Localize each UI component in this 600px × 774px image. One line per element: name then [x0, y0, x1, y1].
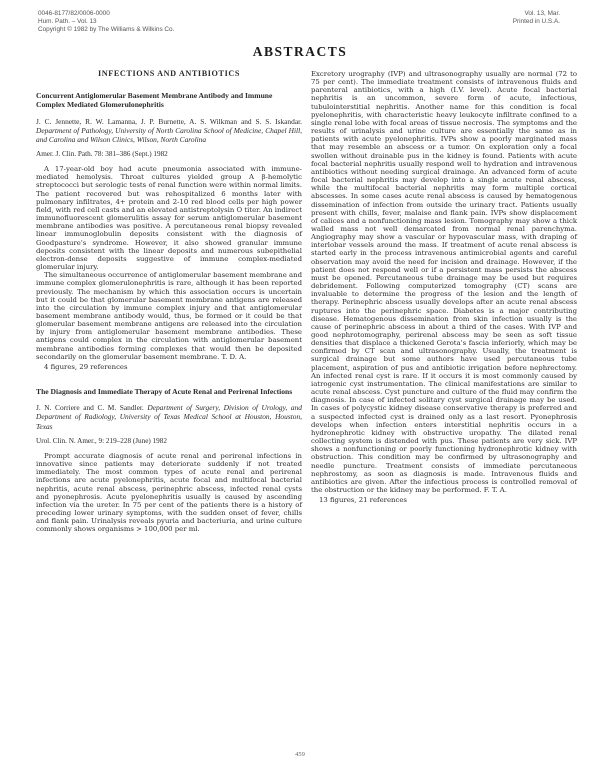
author-names: J. C. Jennette, R. W. Lamanna, J. P. Burnette, A. S. Wilkman and S. S. Iskandar.: [36, 116, 302, 126]
abstract-paragraph: A 17-year-old boy had acute pneumonia associated with immune-mediated hemolysis. Throat cultures yielded group A β-hemolytic streptococci but serologic tests of renal function were within normal limits. The patient recovered but was rehospitalized 6 months later with pulmonary infiltrates, 4+ protein and 2-10 red blood cells per high power field, with red cell casts and an elevated antistreptolysin O titer. An indirect immunofluorescent glomerulitis assay for serum antiglomerular basement membrane antibodies was positive. A percutaneous renal biopsy revealed linear immunoglobulin deposits consistent with the diagnosis of Goodpasture's syndrome. However, it also showed granular immune deposits consistent with the linear deposits and numerous subepithelial electron-dense deposits suggestive of immune complex-mediated glomerular injury.: [36, 165, 302, 272]
left-column: [36, 70, 302, 533]
article-1: [36, 91, 302, 371]
header-line: Printed in U.S.A.: [512, 18, 560, 25]
article-references: 4 figures, 29 references: [44, 362, 128, 371]
article-title: The Diagnosis and Immediate Therapy of Acute Renal and Perirenal Infections: [36, 387, 293, 397]
author-names: J. N. Corriere and C. M. Sandler.: [36, 403, 144, 413]
abstract-paragraph: The simultaneous occurrence of antiglomerular basement membrane and immune complex glomerulonephritis is rare, although it has been reported previously. The mechanism by which this association occurs is uncertain but it could be that glomerular basement membrane antigens are released into the circulation by immune complex injury and that antiglomerular basement membrane antibody would, thus, be formed or it could be that glomerular basement membrane antigens are released into the circulation by injury from antiglomerular basement membrane antibodies. These antigens could complex in the circulation with antiglomerular basement membrane antibodies forming complexes that would then be deposited secondarily on the glomerular basement membrane. T. D. A.: [36, 271, 302, 361]
article-references: 13 figures, 21 references: [319, 496, 407, 505]
article-2: [36, 387, 302, 533]
article-authors: [36, 117, 302, 145]
article-authors: [36, 403, 302, 431]
right-column: [311, 70, 577, 504]
author-affiliation: Department of Pathology, University of North Carolina School of Medicine, Chapel Hill, and Carolina and Wilson Clinics, Wilson, North Carolina: [36, 125, 302, 144]
journal-header-left: [38, 10, 174, 34]
header-line: Hum. Path. – Vol. 13: [38, 18, 97, 25]
article-title: Concurrent Antiglomerular Basement Membrane Antibody and Immune Complex Mediated Glomerulonephritis: [36, 91, 273, 110]
author-affiliation: Department of Surgery, Division of Urology, and Department of Radiology, University of Texas Medical School at Houston, Houston, Texas: [36, 403, 302, 431]
article-citation: Urol. Clin. N. Amer., 9: 219–228 (June) 1982: [36, 436, 167, 445]
page-title: ABSTRACTS: [252, 44, 348, 59]
header-line: 0046-8177/82/0006-0000: [38, 10, 110, 17]
journal-header-right: [513, 10, 560, 26]
header-line: Vol. 13, Mar.: [524, 10, 560, 17]
page-number: 459: [295, 751, 305, 758]
article-citation: Amer. J. Clin. Path. 78: 381–386 (Sept.) 1982: [36, 150, 168, 159]
abstract-paragraph: Prompt accurate diagnosis of acute renal and perirenal infections in innovative since patients may deteriorate suddenly if not treated immediately. The most common types of acute renal and perirenal infections are acute pyelonephritis, acute focal and multifocal bacterial nephritis, acute renal abscess, perinephric abscess, infected renal cysts and pyonephrosis. Acute pyelonephritis usually is caused by ascending infection via the ureter. In 75 per cent of the patients there is a history of preceding lower urinary symptoms, with the sudden onset of fever, chills and flank pain. Urinalysis reveals pyuria and bacteriuria, and urine culture commonly shows organisms > 100,000 per ml.: [36, 451, 302, 534]
abstract-paragraph: Excretory urography (IVP) and ultrasonography usually are normal (72 to 75 per cent). The immediate treatment consists of intravenous fluids and parenteral antibiotics, with a high (I.V. level). Acute focal bacterial nephritis is an uncommon, severe form of acute, infectious, tubulointerstitial nephritis. Another name for this condition is focal pyelonephritis, with characteristic heavy leukocyte infiltrate confined to a single renal lobe with focal areas of tissue necrosis. The symptoms and the results of urinalysis and urine culture are essentially the same as in patients with acute pyelonephritis. IVPs show a poorly marginated mass that may resemble an abscess or a tumor. On exploration only a focal swollen without drainable pus in the kidney is found. Patients with acute focal bacterial nephritis usually respond well to hydration and intravenous antibiotics without needing surgical drainage. An advanced form of acute focal bacterial nephritis may develop into a single acute renal abscess, while the multifocal bacterial nephritis may form multiple cortical abscesses. In some cases acute renal abscess is caused by hematogenous dissemination of infection from outside the urinary tract. Patients usually present with chills, fever, malaise and flank pain. IVPs show displacement of calices and a nonfunctioning mass lesion. Tomography may show a thick walled mass not well demarcated from normal renal parenchyma. Angiography may show a vascular or hypovascular mass, with draping of interlobar vessels around the mass. If treatment of acute renal abscess is started early in the process intravenous antimicrobial agents and careful observation may avoid the need for incision and drainage. However, if the patient does not respond well or if a persistent mass persists the abscess must be opened. Percutaneous tube drainage may be used but requires debridement. Following computerized tomography (CT) scans are invaluable to determine the progress of the lesion and the length of therapy. Perinephric abscess usually develops after an acute renal abscess ruptures into the perinephric space. Diabetes is a major contributing disease. Hematogenous dissemination from skin infection usually is the cause of perinephric abscess in about a third of the cases. With IVP and good nephrotomography, perirenal abscess may be seen as soft tissue densities that displace a thickened Gerota's fascia inferiorly, which may be confirmed by CT scan and ultrasonography. Usually, the treatment is surgical drainage but some authors have used percutaneous tube placement, aspiration of pus and antibiotic irrigation before nephrectomy. An infected renal cyst is rare. If it occurs it is most commonly caused by iatrogenic cyst instrumentation. The clinical manifestations are similar to acute renal abscess. Cyst puncture and culture of the fluid may confirm the diagnosis. In case of infected solitary cyst surgical drainage may be used. In cases of polycystic kidney disease conservative therapy is preferred and a suspected infected cyst is drained only as a last resort. Pyonephrosis develops when infection enters interstitial nephritis occurs in a hydronephrotic kidney with obstructive uropathy. The dilated renal collecting system is distended with pus. These patients are very sick. IVP shows a nonfunctioning or poorly functioning hydronephrotic kidney with obstruction. This condition may be confirmed by ultrasonography and needle puncture. Treatment consists of immediate percutaneous nephrostomy, as soon as diagnosis is made. Intravenous fluids and antibiotics are given. After the infectious process is controlled removal of the obstruction or the kidney may be performed. F. T. A.: [311, 70, 577, 494]
header-line: Copyright © 1982 by The Williams & Wilkins Co.: [38, 26, 175, 33]
section-heading: INFECTIONS AND ANTIBIOTICS: [97, 69, 241, 78]
